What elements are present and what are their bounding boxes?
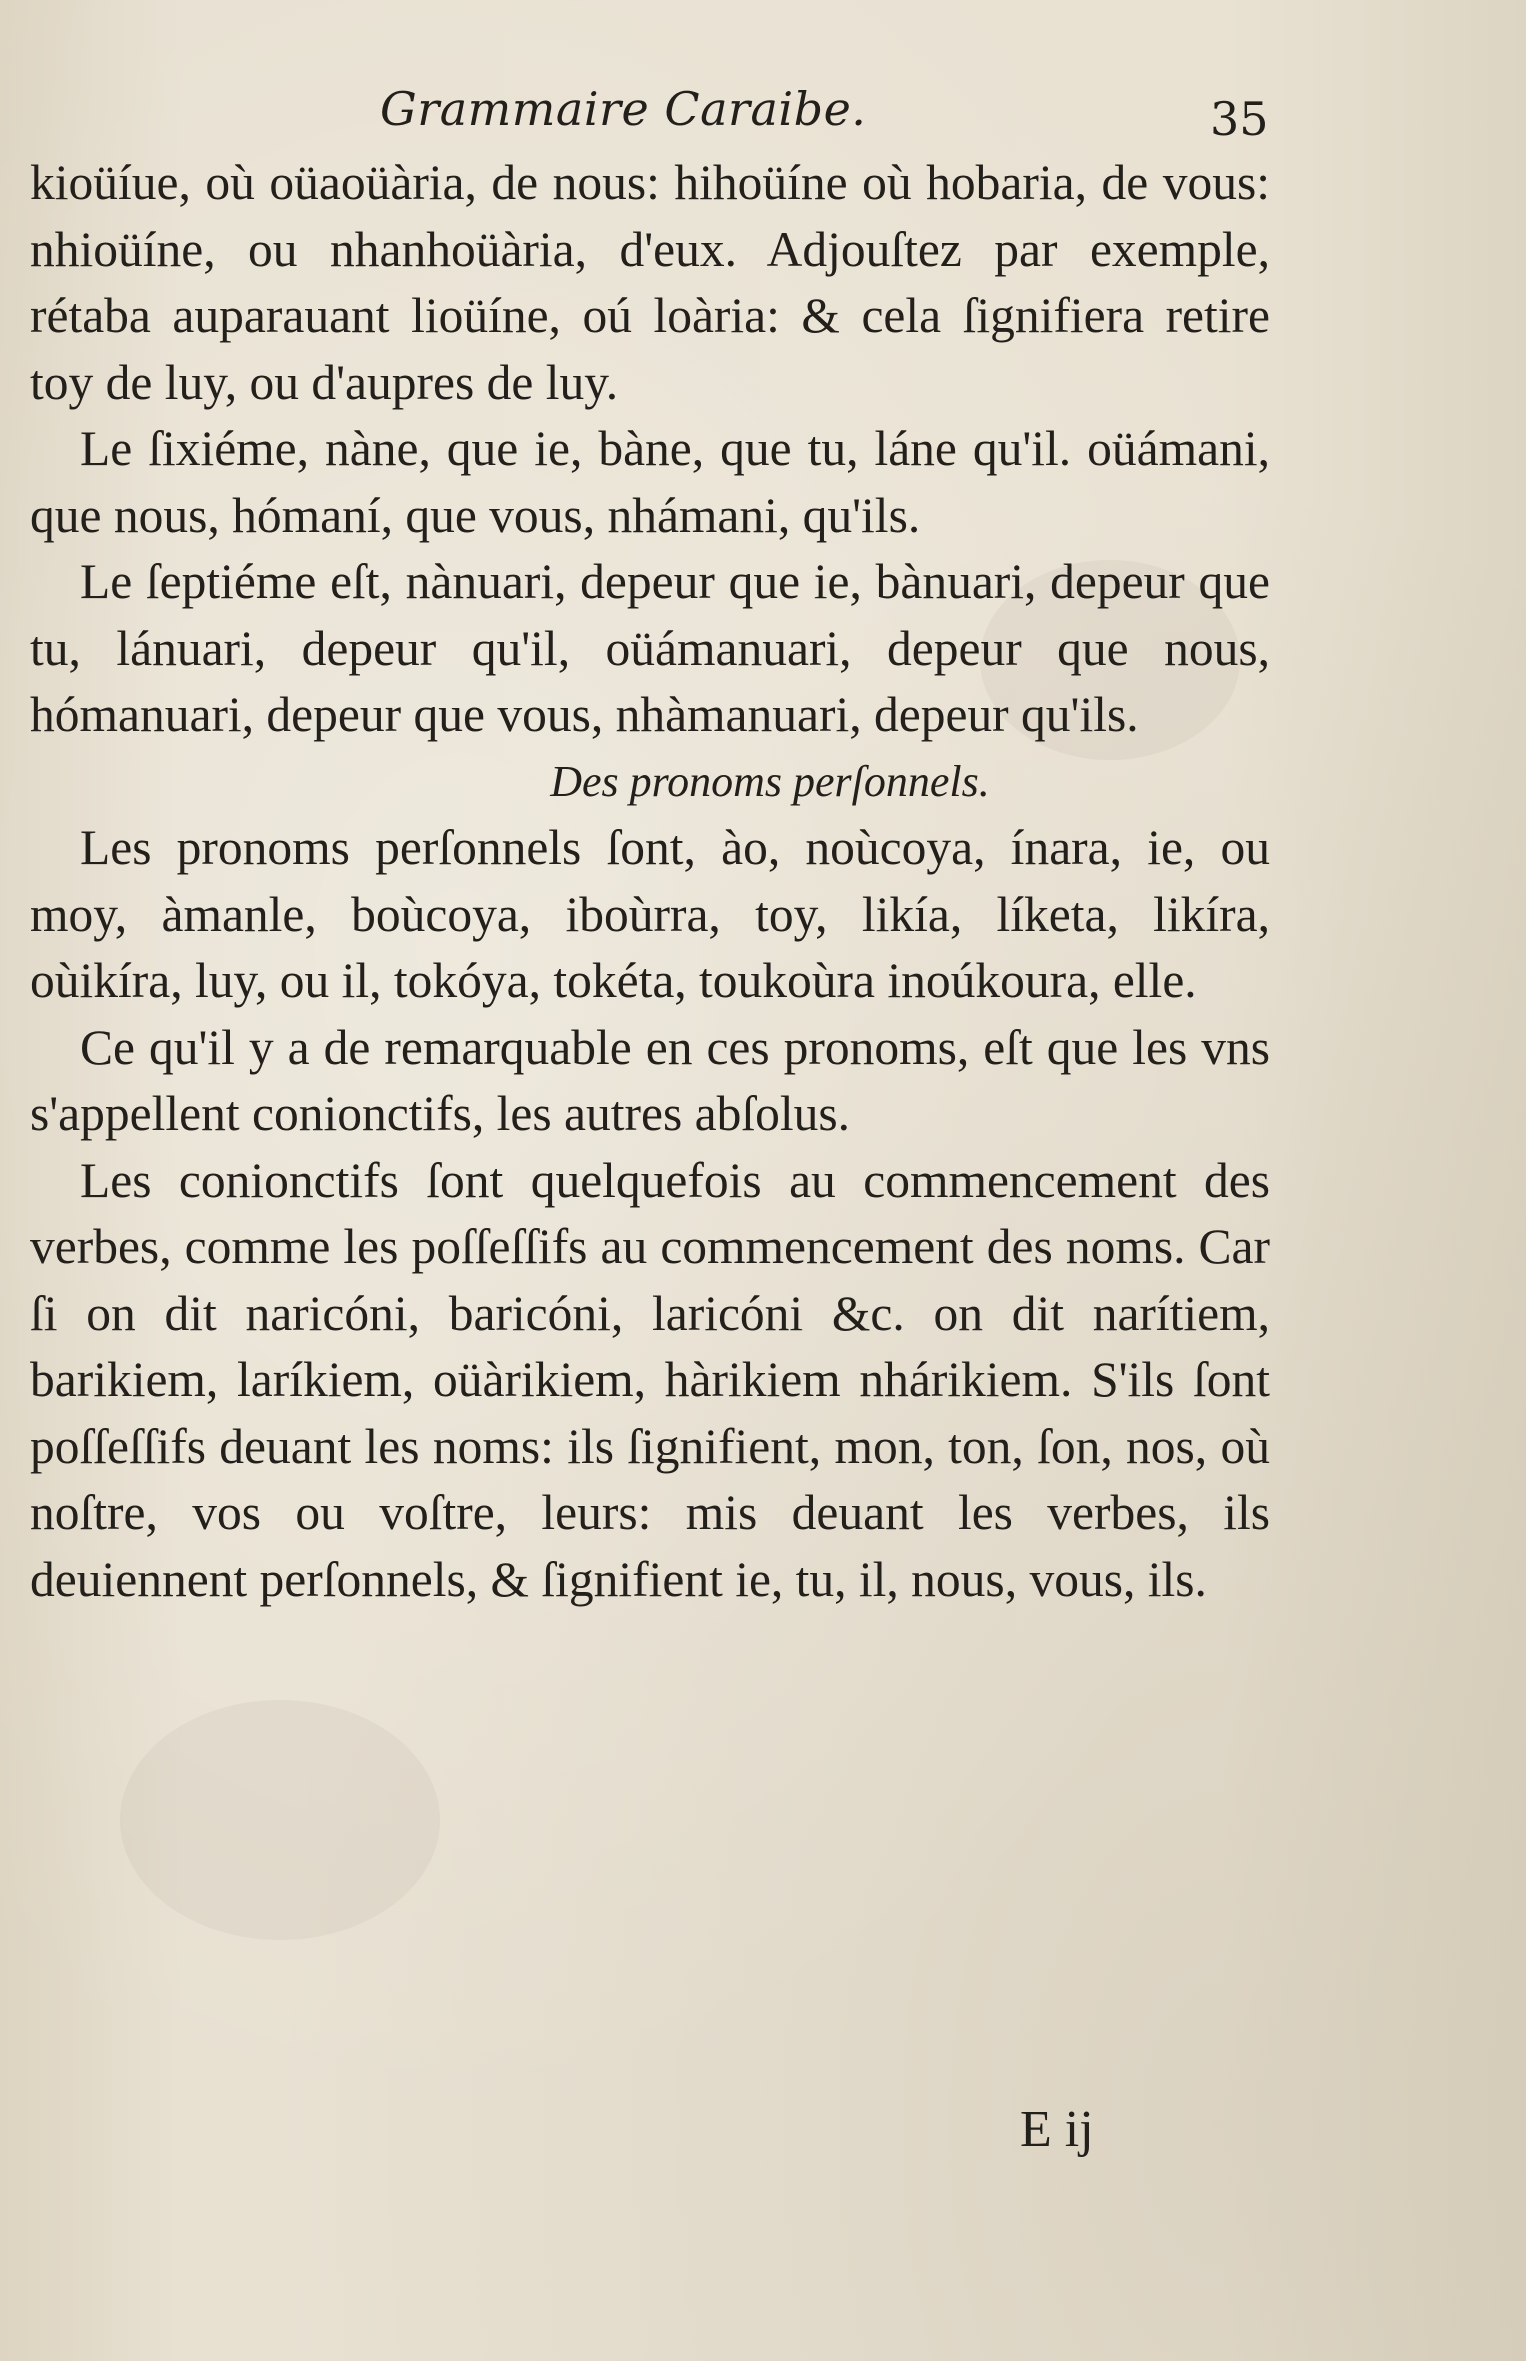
running-title: Grammaire Caraibe. [380, 82, 867, 136]
signature-mark: E ij [1020, 2101, 1094, 2158]
page-body [30, 150, 1270, 1613]
paragraph: Le ſixiéme, nàne, que ie, bàne, que tu, láne qu'il. oüámani, que nous, hómaní, que vous, nhámani, qu'ils. [30, 421, 1270, 543]
section-heading: Des pronoms perſonnels. [550, 756, 990, 806]
paragraph: Les conionctifs ſont quelquefois au commencement des verbes, comme les poſſeſſifs au commencement des noms. Car ſi on dit naricóni, baricóni, laricóni &c. on dit narítiem, barikiem, laríkiem, oüàrikiem, hàrikiem nhárikiem. S'ils ſont poſſeſſifs deuant les noms: ils ſignifient, mon, ton, ſon, nos, où noſtre, vos ou voſtre, leurs: mis deuant les verbes, ils deuiennent perſonnels, & ſignifient ie, tu, il, nous, vous, ils. [30, 1152, 1270, 1607]
paragraph: kioüíue, où oüaoüària, de nous: hihoüíne où hobaria, de vous: nhioüíne, ou nhanhoüària, d'eux. Adjouſtez par exemple, rétaba auparauant lioüíne, oú loària: & cela ſignifiera retire toy de luy, ou d'aupres de luy. [30, 155, 1270, 410]
paper-stain [120, 1700, 440, 1940]
paragraph: Le ſeptiéme eſt, nànuari, depeur que ie, bànuari, depeur que tu, lánuari, depeur qu'il, oüámanuari, depeur que nous, hómanuari, depeur que vous, nhàmanuari, depeur qu'ils. [30, 554, 1270, 742]
paragraph: Ce qu'il y a de remarquable en ces pronoms, eſt que les vns s'appellent conionctifs, les autres abſolus. [30, 1019, 1270, 1141]
paragraph: Les pronoms perſonnels ſont, ào, noùcoya, ínara, ie, ou moy, àmanle, boùcoya, iboùrra, toy, likía, líketa, likíra, oùikíra, luy, ou il, tokóya, tokéta, toukoùra inoúkoura, elle. [30, 820, 1270, 1008]
page-number: 35 [1210, 92, 1269, 146]
